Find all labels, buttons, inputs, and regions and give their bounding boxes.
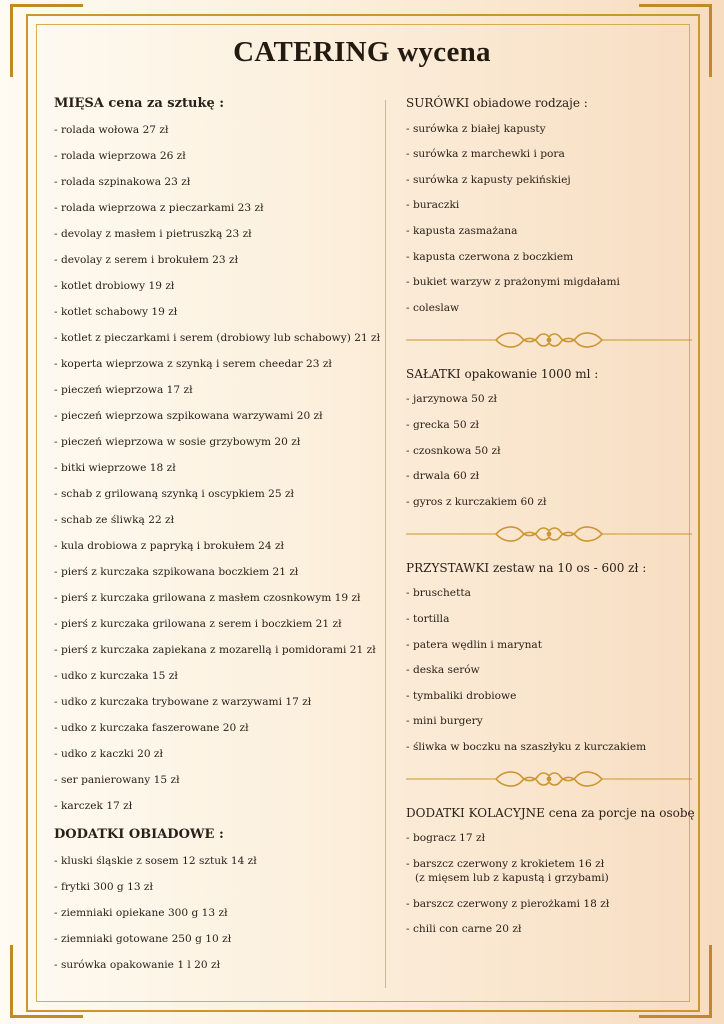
list-item-note: (z mięsem lub z kapustą i grzybami)	[415, 872, 609, 885]
meats-list	[54, 124, 379, 813]
left-column	[54, 96, 379, 972]
list-item: - bruschetta	[406, 587, 471, 600]
list-item: - kapusta czerwona z boczkiem	[406, 250, 574, 263]
list-item: - tymbaliki drobiowe	[406, 689, 517, 702]
sides-list	[54, 855, 379, 972]
side-salads-heading: SURÓWKI obiadowe rodzaje :	[406, 96, 588, 110]
list-item: - chili con carne 20 zł	[406, 923, 522, 936]
sides-heading: DODATKI OBIADOWE :	[54, 827, 224, 842]
corner-ornament-bottom-right	[639, 945, 712, 1018]
list-item: - bitki wieprzowe 18 zł	[54, 462, 176, 474]
list-item: - devolay z serem i brokułem 23 zł	[54, 254, 239, 266]
list-item: - schab z grilowaną szynką i oscypkiem 25 zł	[54, 488, 294, 500]
list-item: - czosnkowa 50 zł	[406, 444, 501, 457]
list-item: - surówka z marchewki i pora	[406, 148, 565, 161]
list-item: - pieczeń wieprzowa w sosie grzybowym 20 zł	[54, 436, 301, 448]
list-item: - karczek 17 zł	[54, 800, 133, 812]
right-column	[406, 96, 696, 936]
side-salads-list	[406, 123, 696, 315]
list-item: - bukiet warzyw z prażonymi migdałami	[406, 276, 620, 289]
list-item: - deska serów	[406, 664, 480, 677]
list-item: - barszcz czerwony z pierożkami 18 zł	[406, 897, 610, 910]
starters-heading: PRZYSTAWKI zestaw na 10 os - 600 zł :	[406, 560, 647, 575]
list-item: - ser panierowany 15 zł	[54, 774, 180, 786]
list-item: - udko z kurczaka 15 zł	[54, 670, 178, 682]
list-item: - pierś z kurczaka grilowana z serem i boczkiem 21 zł	[54, 618, 342, 630]
starters-list	[406, 587, 696, 754]
supper-heading: DODATKI KOLACYJNE cena za porcje na osobę	[406, 805, 695, 820]
list-item: - kula drobiowa z papryką i brokułem 24 zł	[54, 540, 284, 552]
list-item: - śliwka w boczku na szaszłyku z kurczakiem	[406, 740, 647, 753]
list-item: - ziemniaki opiekane 300 g 13 zł	[54, 907, 228, 919]
list-item: - kluski śląskie z sosem 12 sztuk 14 zł	[54, 855, 257, 867]
list-item: - kapusta zasmażana	[406, 224, 518, 237]
list-item	[406, 858, 696, 885]
ornament-divider	[404, 521, 694, 547]
list-item: - schab ze śliwką 22 zł	[54, 514, 175, 526]
salads-heading: SAŁATKI opakowanie 1000 ml :	[406, 366, 599, 381]
list-item: - koperta wieprzowa z szynką i serem cheedar 23 zł	[54, 358, 332, 370]
list-item: - rolada szpinakowa 23 zł	[54, 176, 191, 188]
list-item: - udko z kurczaka faszerowane 20 zł	[54, 722, 249, 734]
list-item: - surówka z kapusty pekińskiej	[406, 173, 571, 186]
list-item: - frytki 300 g 13 zł	[54, 881, 153, 893]
list-item: - pieczeń wieprzowa 17 zł	[54, 384, 193, 396]
list-item: - kotlet drobiowy 19 zł	[54, 280, 175, 292]
list-item: - ziemniaki gotowane 250 g 10 zł	[54, 933, 232, 945]
list-item: - rolada wieprzowa z pieczarkami 23 zł	[54, 202, 264, 214]
list-item: - surówka z białej kapusty	[406, 122, 546, 135]
list-item: - kotlet z pieczarkami i serem (drobiowy lub schabowy) 21 zł	[54, 332, 381, 344]
list-item: - pierś z kurczaka zapiekana z mozarellą i pomidorami 21 zł	[54, 644, 376, 656]
ornament-divider	[404, 327, 694, 353]
list-item: - drwala 60 zł	[406, 470, 480, 483]
list-item: - devolay z masłem i pietruszką 23 zł	[54, 228, 252, 240]
list-item: - surówka opakowanie 1 l 20 zł	[54, 959, 221, 971]
list-item-text: - barszcz czerwony z krokietem 16 zł	[406, 858, 605, 871]
meats-heading: MIĘSA cena za sztukę :	[54, 96, 225, 111]
list-item: - mini burgery	[406, 715, 483, 728]
supper-list	[406, 832, 696, 936]
column-divider	[385, 100, 386, 988]
list-item: - kotlet schabowy 19 zł	[54, 306, 178, 318]
list-item: - pieczeń wieprzowa szpikowana warzywami 20 zł	[54, 410, 323, 422]
list-item: - rolada wołowa 27 zł	[54, 124, 169, 136]
list-item: - gyros z kurczakiem 60 zł	[406, 495, 547, 508]
list-item: - tortilla	[406, 612, 450, 625]
list-item: - rolada wieprzowa 26 zł	[54, 150, 186, 162]
list-item: - jarzynowa 50 zł	[406, 393, 497, 406]
list-item: - coleslaw	[406, 301, 460, 314]
list-item: - udko z kaczki 20 zł	[54, 748, 163, 760]
list-item: - grecka 50 zł	[406, 418, 479, 431]
list-item: - bogracz 17 zł	[406, 832, 486, 845]
list-item: - buraczki	[406, 199, 460, 212]
list-item: - patera wędlin i marynat	[406, 638, 542, 651]
list-item: - udko z kurczaka trybowane z warzywami 17 zł	[54, 696, 312, 708]
list-item: - pierś z kurczaka grilowana z masłem czosnkowym 19 zł	[54, 592, 361, 604]
page-title: CATERING wycena	[233, 36, 491, 68]
salads-list	[406, 393, 696, 508]
list-item: - pierś z kurczaka szpikowana boczkiem 21 zł	[54, 566, 299, 578]
ornament-divider	[404, 766, 694, 792]
